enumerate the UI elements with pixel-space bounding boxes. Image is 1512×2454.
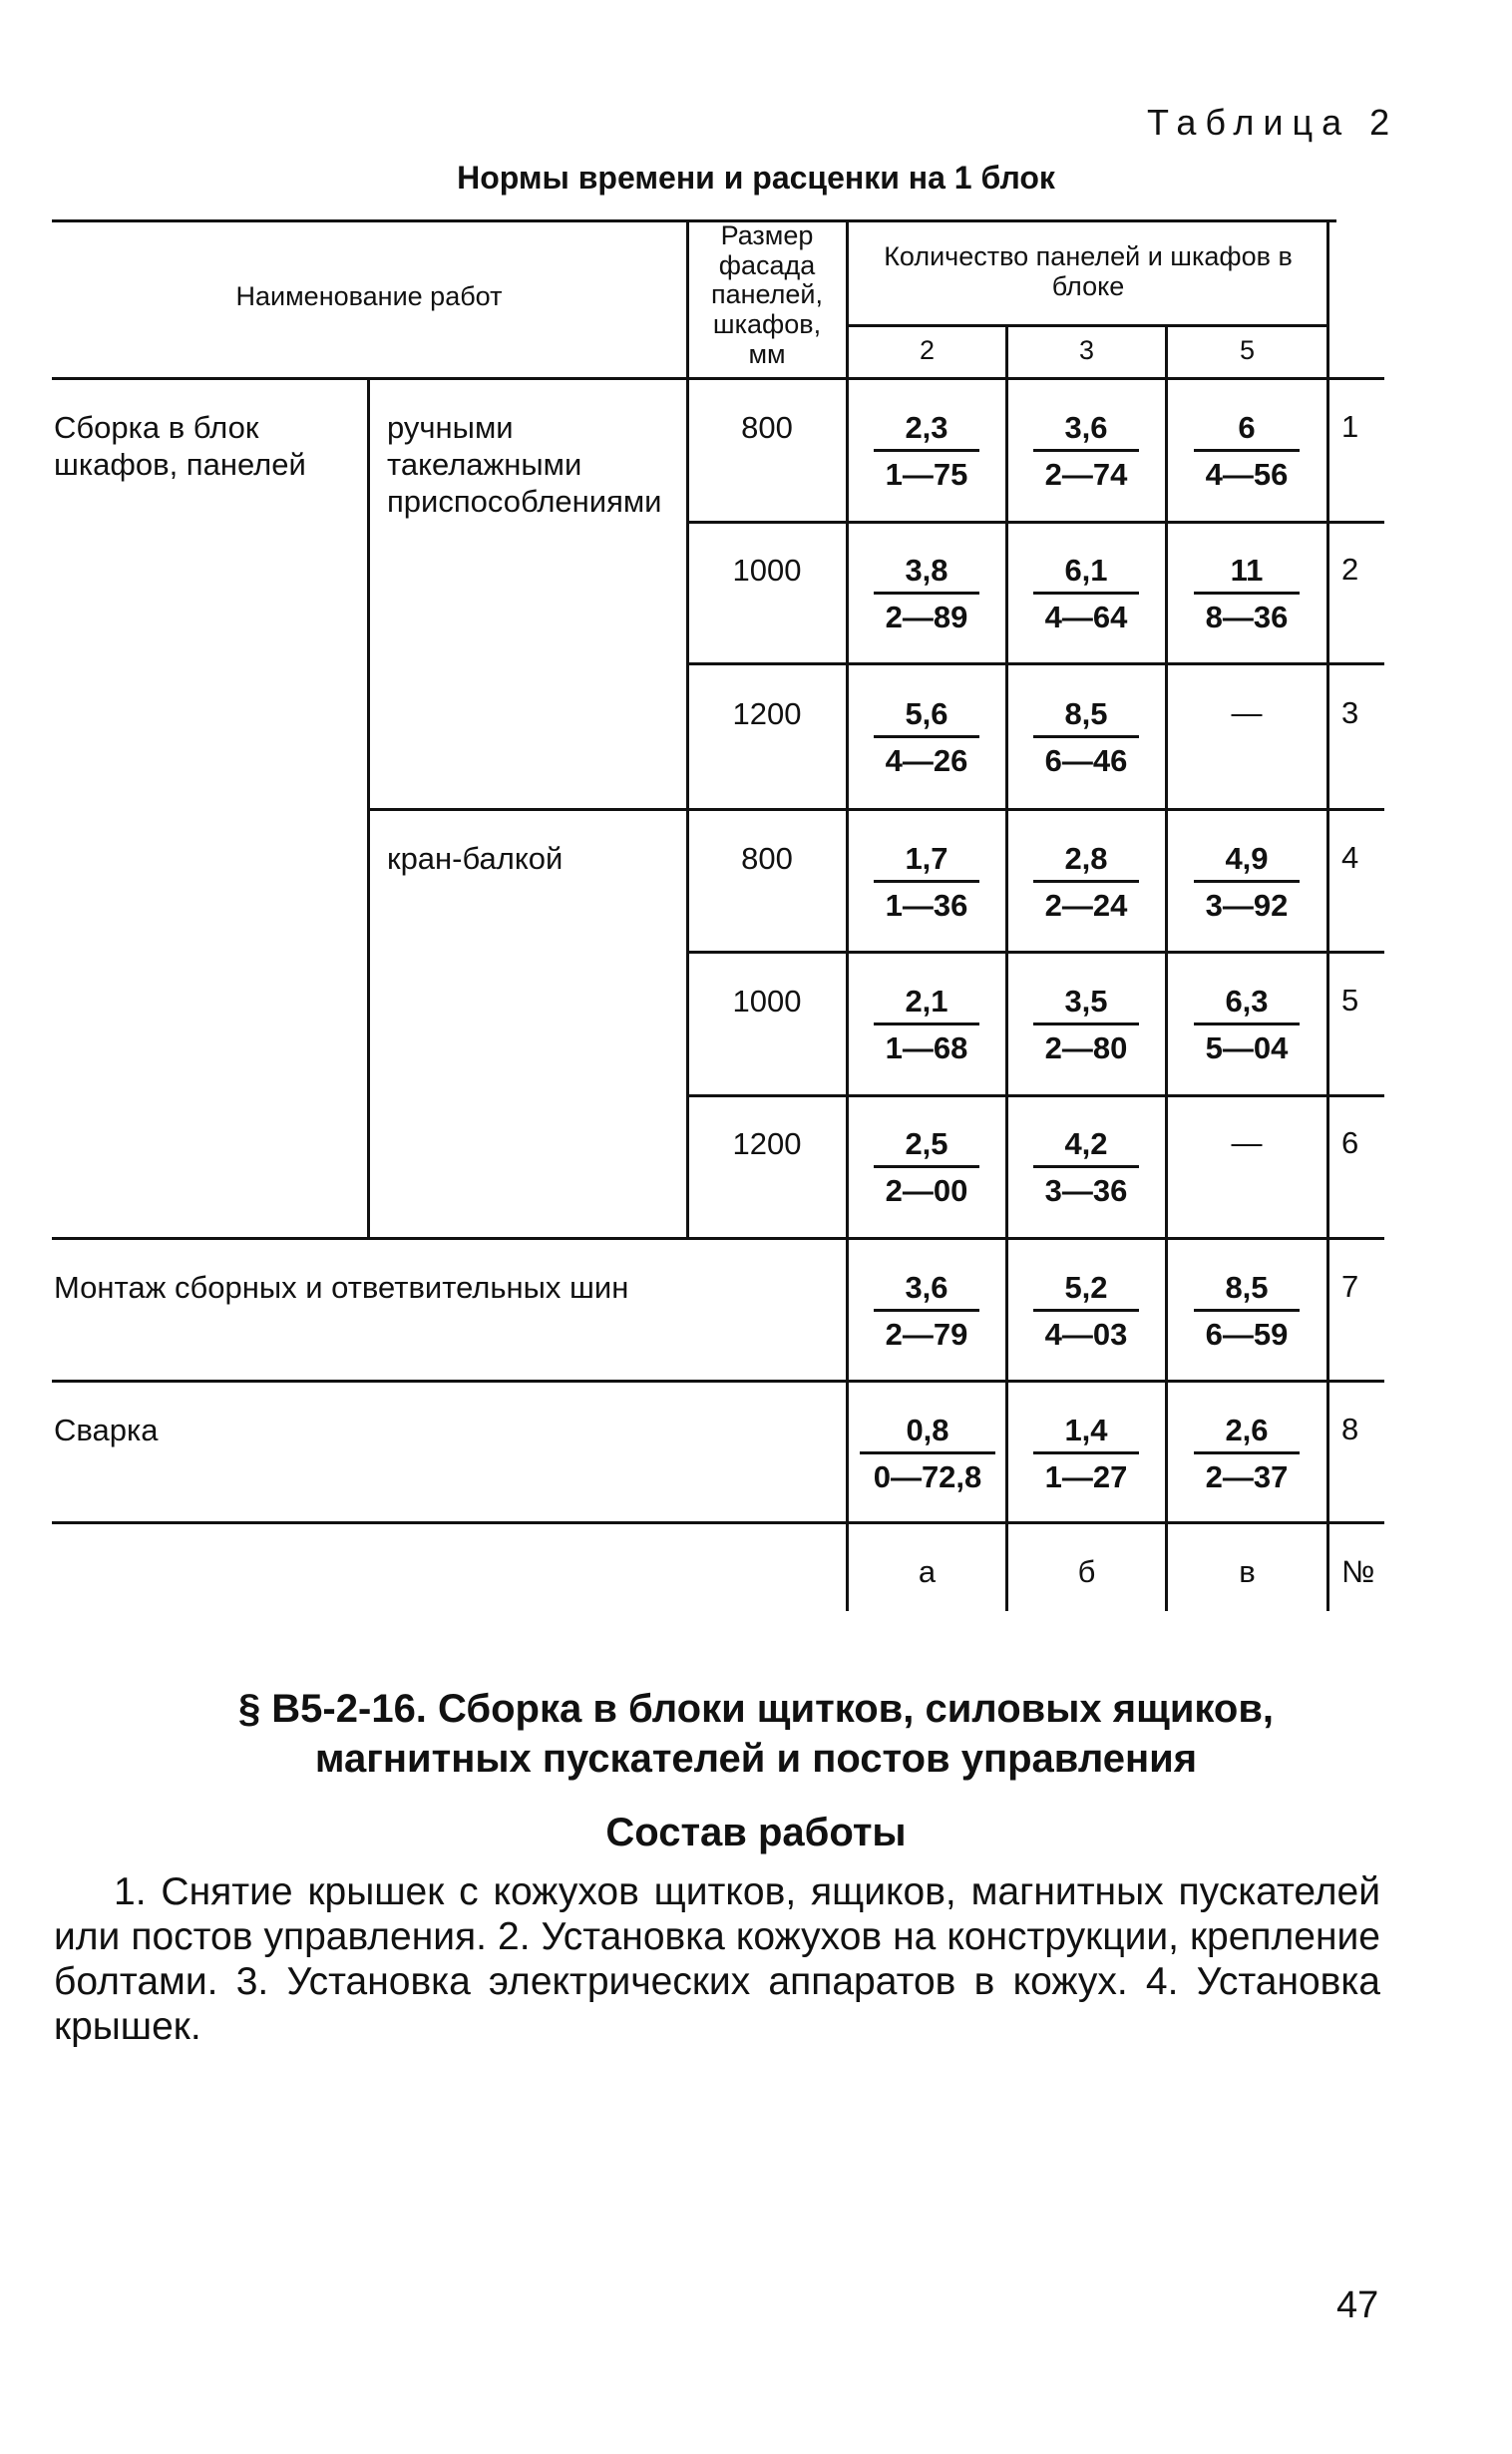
norm-cell: 11 8—36 <box>1192 550 1302 636</box>
rule <box>367 808 1384 811</box>
row-label-welding: Сварка <box>54 1413 159 1447</box>
subgroup-rigging-label: ручными такелажными приспособлениями <box>387 410 662 520</box>
rule <box>686 521 1384 524</box>
header-work-name: Наименование работ <box>235 281 503 311</box>
facade-size-cell: 1200 <box>732 1126 802 1161</box>
norm-cell: 6,1 4—64 <box>1031 550 1141 636</box>
rule <box>686 951 1384 954</box>
row-number: 2 <box>1341 552 1359 587</box>
norm-cell: 8,5 6—59 <box>1192 1267 1302 1354</box>
norm-cell: 4,9 3—92 <box>1192 838 1302 925</box>
rule <box>686 219 689 1237</box>
header-facade-size: Размер фасада панелей, шкафов, мм <box>710 220 824 369</box>
row-number: 6 <box>1341 1125 1359 1160</box>
norm-cell: 2,8 2—24 <box>1031 838 1141 925</box>
norm-cell: 1,7 1—36 <box>872 838 981 925</box>
norm-cell: 5,6 4—26 <box>872 693 981 780</box>
row-number: 8 <box>1341 1412 1359 1446</box>
header-qty-3: 3 <box>1078 335 1095 365</box>
rule <box>52 377 1384 380</box>
header-quantity: Количество панелей и шкафов в блоке <box>884 241 1293 301</box>
header-qty-2: 2 <box>919 335 936 365</box>
facade-size-cell: 1000 <box>732 984 802 1019</box>
norm-cell: 4,2 3—36 <box>1031 1123 1141 1210</box>
rule <box>1165 324 1168 1611</box>
norm-cell: 2,1 1—68 <box>872 981 981 1067</box>
table-label: Таблица 2 <box>1147 102 1399 143</box>
row-number: 7 <box>1341 1269 1359 1304</box>
rule <box>52 1380 1384 1383</box>
group-assembly-label: Сборка в блок шкафов, панелей <box>54 410 306 483</box>
table-title: Нормы времени и расценки на 1 блок <box>457 160 1055 196</box>
norm-cell: 3,8 2—89 <box>872 550 981 636</box>
rule <box>1005 324 1008 1611</box>
row-number: 5 <box>1341 983 1359 1018</box>
subgroup-crane-label: кран-балкой <box>387 841 564 876</box>
facade-size-cell: 1000 <box>732 553 802 588</box>
facade-size-cell: 1200 <box>732 696 802 731</box>
norm-cell: 6 4—56 <box>1192 407 1302 494</box>
norm-cell: 3,6 2—74 <box>1031 407 1141 494</box>
rule <box>52 1237 1384 1240</box>
section-body-text: 1. Снятие крышек с кожухов щитков, ящиков, магнитных пускателей или постов управления. 2. Установка кожухов на конструкции, крепление болтами. 3. Установка электрических аппаратов в кожух. 4. Установка крышек. <box>54 1870 1380 2048</box>
empty-cell-dash: — <box>1231 1125 1263 1160</box>
facade-size-cell: 800 <box>741 410 793 445</box>
norm-cell: 3,5 2—80 <box>1031 981 1141 1067</box>
column-code: б <box>1077 1554 1096 1589</box>
rule <box>686 662 1384 665</box>
norm-cell: 2,6 2—37 <box>1192 1410 1302 1496</box>
rule <box>686 1094 1384 1097</box>
row-number: 4 <box>1341 840 1359 875</box>
section-title <box>0 1684 1512 1784</box>
row-label-busbars: Монтаж сборных и ответвительных шин <box>54 1270 629 1305</box>
page-number: 47 <box>1336 2284 1379 2326</box>
norm-cell: 2,3 1—75 <box>872 407 981 494</box>
facade-size-cell: 800 <box>741 841 793 876</box>
norm-cell: 2,5 2—00 <box>872 1123 981 1210</box>
norm-cell: 0,8 0—72,8 <box>858 1410 997 1496</box>
section-title-line-1: § В5-2-16. Сборка в блоки щитков, силовых ящиков, <box>237 1687 1275 1731</box>
header-qty-5: 5 <box>1239 335 1256 365</box>
norm-cell: 8,5 6—46 <box>1031 693 1141 780</box>
empty-cell-dash: — <box>1231 695 1263 730</box>
row-number: 3 <box>1341 695 1359 730</box>
norm-cell: 3,6 2—79 <box>872 1267 981 1354</box>
norm-cell: 5,2 4—03 <box>1031 1267 1141 1354</box>
row-number: 1 <box>1341 409 1359 444</box>
column-code: в <box>1239 1554 1256 1589</box>
rule <box>1326 219 1329 1611</box>
section-subheading: Состав работы <box>605 1811 907 1854</box>
section-title-line-2: магнитных пускателей и постов управления <box>314 1737 1198 1781</box>
column-code: а <box>918 1554 937 1589</box>
rule <box>846 219 849 1611</box>
rule <box>367 377 370 1237</box>
norm-cell: 6,3 5—04 <box>1192 981 1302 1067</box>
norm-cell: 1,4 1—27 <box>1031 1410 1141 1496</box>
number-column-header: № <box>1341 1554 1375 1589</box>
rule <box>846 324 1328 327</box>
rule <box>52 1521 1384 1524</box>
